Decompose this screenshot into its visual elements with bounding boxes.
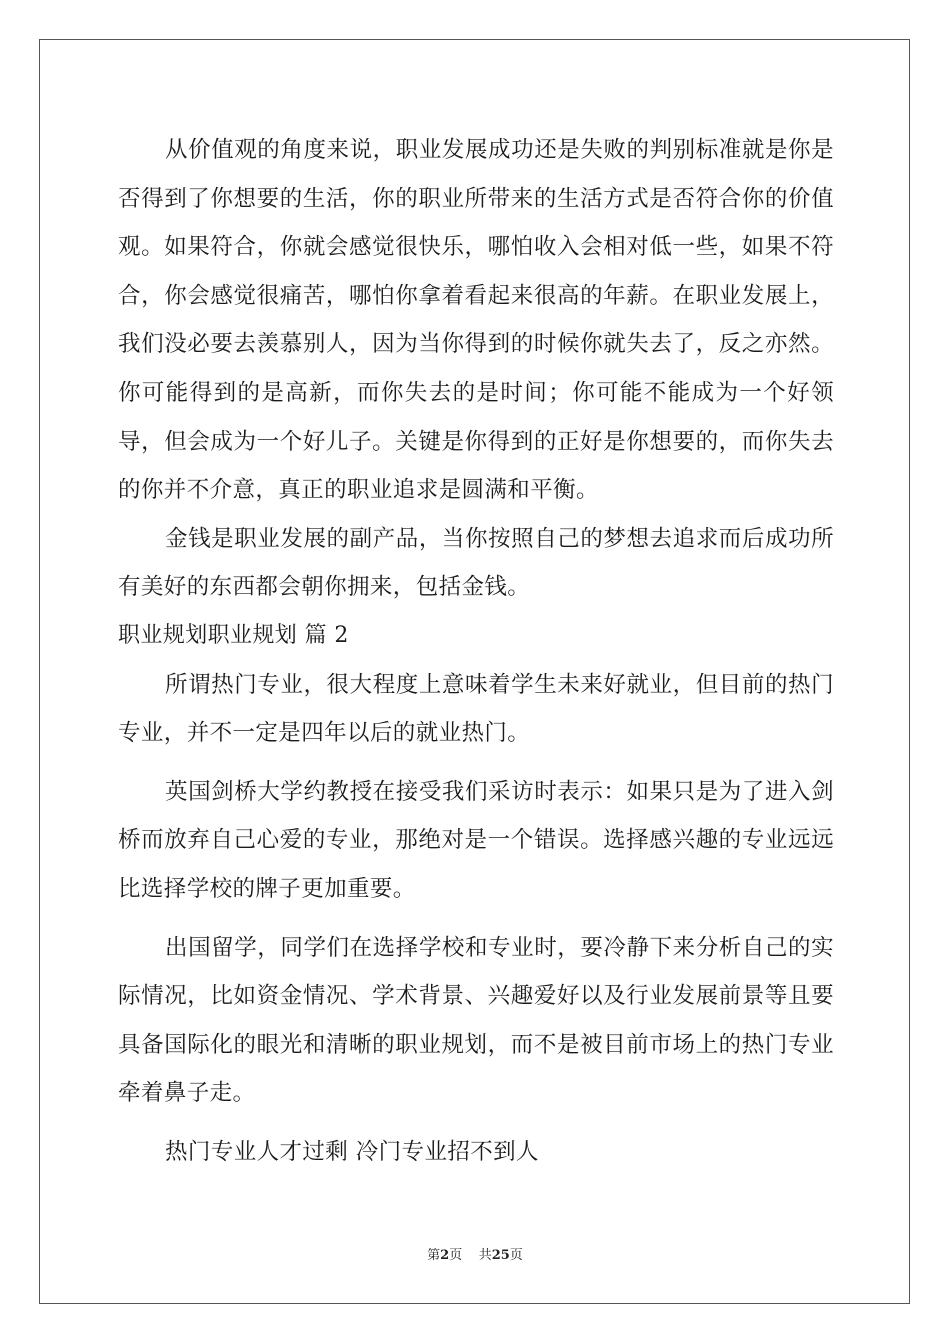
total-pages-number: 25 — [491, 1248, 510, 1263]
paragraph: 金钱是职业发展的副产品，当你按照自己的梦想去追求而后成功所有美好的东西都会朝你拥来，包括金钱。 — [118, 525, 834, 601]
paragraph: 热门专业人才过剩 冷门专业招不到人 — [165, 1138, 539, 1165]
paragraph: 从价值观的角度来说，职业发展成功还是失败的判别标准就是你是否得到了你想要的生活，你的职业所带来的生活方式是否符合你的价值观。如果符合，你就会感觉很快乐，哪怕收入会相对低一些，如果不符合，你会感觉很痛苦，哪怕你拿着看起来很高的年薪。在职业发展上，我们没必要去羡慕别人，因为当你得到的时候你就失去了，反之亦然。你可能得到的是高新，而你失去的是时间；你可能不能成为一个好领导，但会成为一个好儿子。关键是你得到的正好是你想要的，而你失去的你并不介意，真正的职业追求是圆满和平衡。 — [118, 137, 834, 504]
page-footer — [0, 1244, 950, 1263]
section-heading: 职业规划职业规划 篇 2 — [118, 622, 349, 648]
document-body — [118, 126, 834, 1176]
footer-prefix: 第 — [427, 1248, 441, 1263]
paragraph: 出国留学，同学们在选择学校和专业时，要冷静下来分析自己的实际情况，比如资金情况、学术背景、兴趣爱好以及行业发展前景等且要具备国际化的眼光和清晰的职业规划，而不是被目前市场上的热门专业牵着鼻子走。 — [118, 934, 834, 1107]
footer-mid: 页 共 — [449, 1248, 492, 1263]
current-page-number: 2 — [440, 1248, 450, 1263]
paragraph: 所谓热门专业，很大程度上意味着学生未来好就业，但目前的热门专业，并不一定是四年以后的就业热门。 — [118, 671, 834, 747]
footer-suffix: 页 — [509, 1248, 523, 1263]
paragraph: 英国剑桥大学约教授在接受我们采访时表示：如果只是为了进入剑桥而放弃自己心爱的专业，那绝对是一个错误。选择感兴趣的专业远远比选择学校的牌子更加重要。 — [118, 778, 834, 902]
